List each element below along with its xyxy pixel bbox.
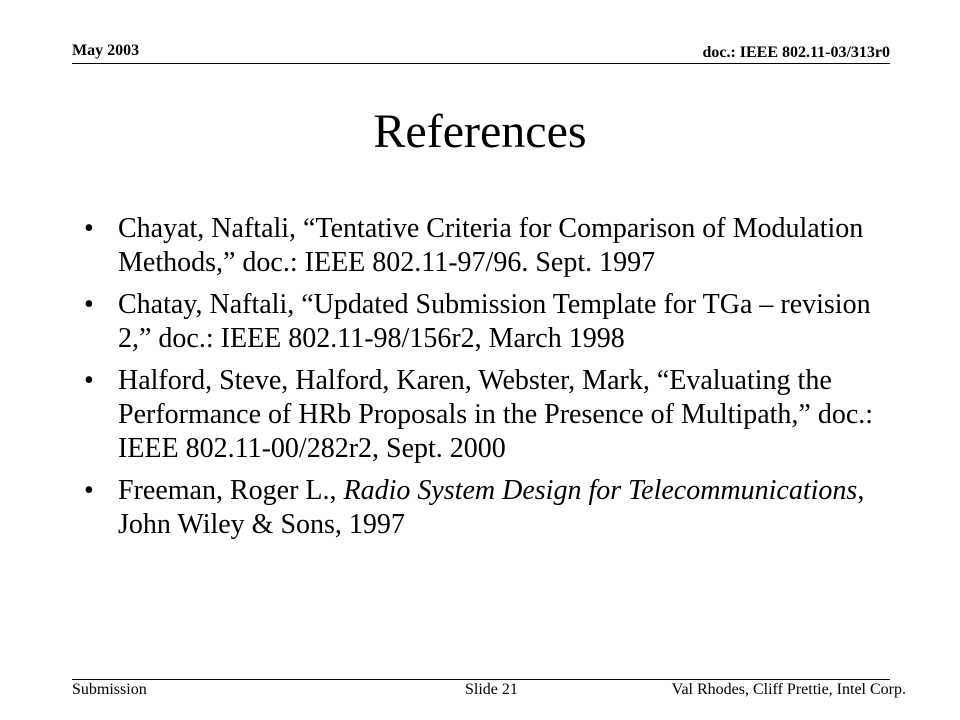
footer-slide-number: Slide 21 <box>465 681 518 698</box>
reference-text-part: Freeman, Roger L., <box>118 475 344 506</box>
footer-divider <box>72 679 890 680</box>
bullet-icon: • <box>84 365 94 396</box>
reference-text <box>118 474 904 542</box>
reference-text <box>118 288 904 356</box>
reference-item <box>84 212 904 280</box>
reference-text-part: Halford, Steve, Halford, Karen, Webster, Mark, “Evaluating the Performance of HRb Proposals in the Presence of Multipath,” doc.: IEEE 802.11-00/282r2, Sept. 2000 <box>118 365 874 464</box>
slide-title: References <box>373 105 587 158</box>
reference-text <box>118 212 904 280</box>
bullet-icon: • <box>84 289 94 320</box>
footer-submission: Submission <box>72 681 147 698</box>
header-divider <box>72 63 890 64</box>
header-doc-id: doc.: IEEE 802.11-03/313r0 <box>702 44 890 61</box>
reference-item <box>84 474 904 542</box>
reference-text <box>118 364 904 466</box>
reference-list <box>84 212 904 550</box>
reference-item <box>84 364 904 466</box>
footer-authors: Val Rhodes, Cliff Prettie, Intel Corp. <box>671 681 906 698</box>
reference-text-part: , John Wiley & Sons, 1997 <box>118 475 865 540</box>
header-date: May 2003 <box>72 42 140 59</box>
bullet-icon: • <box>84 213 94 244</box>
reference-text-part: Chatay, Naftali, “Updated Submission Template for TGa – revision 2,” doc.: IEEE 802.11-98/156r2, March 1998 <box>118 289 871 354</box>
reference-title-italic: Radio System Design for Telecommunications <box>343 475 858 506</box>
reference-text-part: Chayat, Naftali, “Tentative Criteria for Comparison of Modulation Methods,” doc.: IEEE 802.11-97/96. Sept. 1997 <box>118 213 864 278</box>
bullet-icon: • <box>84 475 94 506</box>
reference-item <box>84 288 904 356</box>
